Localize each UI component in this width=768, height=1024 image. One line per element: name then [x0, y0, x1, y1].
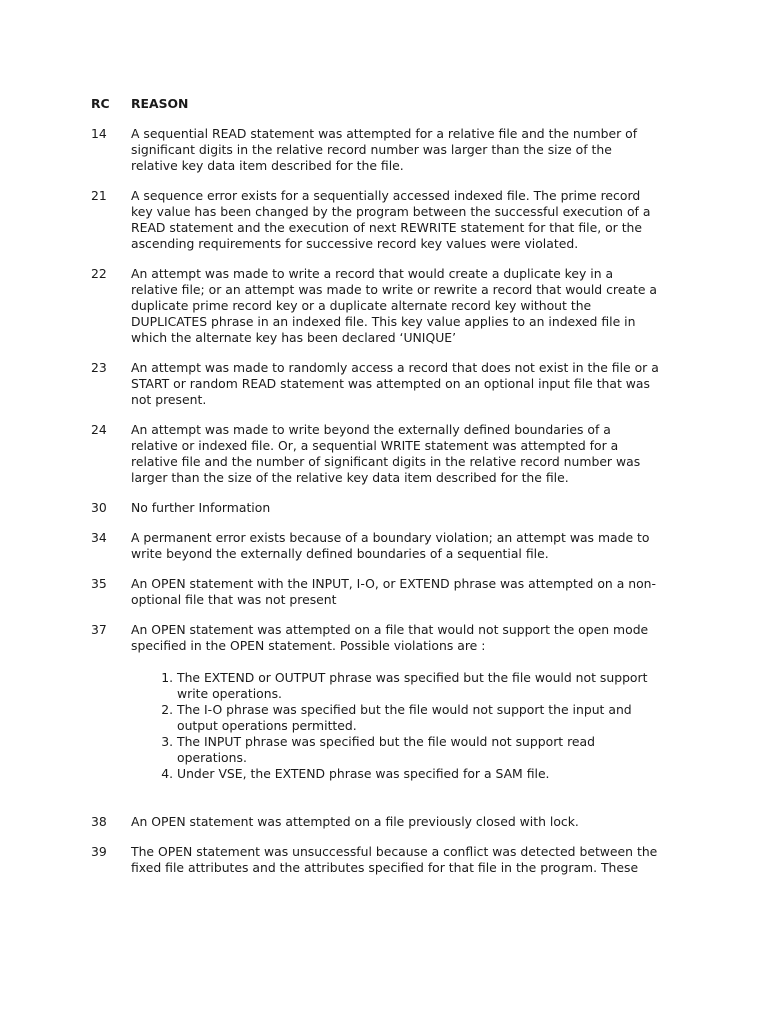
table-header — [91, 96, 661, 112]
return-code: 23 — [91, 360, 107, 375]
list-item — [91, 622, 661, 782]
list-item — [91, 266, 661, 346]
list-item — [91, 422, 661, 486]
violation-item: 1. The EXTEND or OUTPUT phrase was specified but the file would not support write operations. — [177, 670, 661, 702]
list-item — [91, 360, 661, 408]
violation-item: 4. Under VSE, the EXTEND phrase was specified for a SAM file. — [177, 766, 661, 782]
reason-text: A permanent error exists because of a boundary violation; an attempt was made to write beyond the externally defined boundaries of a sequential file. — [131, 530, 650, 561]
reason-text: An OPEN statement was attempted on a file that would not support the open mode specified in the OPEN statement. Possible violations are : — [131, 622, 649, 653]
return-code: 37 — [91, 622, 107, 637]
list-item — [91, 500, 661, 516]
reason-text: An attempt was made to write a record that would create a duplicate key in a relative file; or an attempt was made to write or rewrite a record that would create a duplicate prime record key or a duplicate alternate record key without the DUPLICATES phrase in an indexed file. This key value applies to an indexed file in which the alternate key has been declared ‘UNIQUE’ — [131, 266, 657, 345]
return-code: 38 — [91, 814, 107, 829]
reason-column-header: REASON — [131, 96, 189, 111]
rc-column-header: RC — [91, 96, 110, 111]
reason-text: An attempt was made to randomly access a record that does not exist in the file or a START or random READ statement was attempted on an optional input file that was not present. — [131, 360, 659, 407]
list-item — [91, 530, 661, 562]
return-code: 14 — [91, 126, 107, 141]
reason-text: An OPEN statement with the INPUT, I-O, or EXTEND phrase was attempted on a non-optional file that was not present — [131, 576, 656, 607]
return-code: 21 — [91, 188, 107, 203]
reason-text: An attempt was made to write beyond the externally defined boundaries of a relative or indexed file. Or, a sequential WRITE statement was attempted for a relative file and the number of significant digits in the relative record number was larger than the size of the relative key data item described for the file. — [131, 422, 641, 485]
return-code: 34 — [91, 530, 107, 545]
list-item — [91, 844, 661, 876]
return-code: 30 — [91, 500, 107, 515]
violation-item: 2. The I-O phrase was specified but the file would not support the input and output operations permitted. — [177, 702, 661, 734]
reason-text: A sequence error exists for a sequentially accessed indexed file. The prime record key value has been changed by the program between the successful execution of a READ statement and the execution of next REWRITE statement for that file, or the ascending requirements for successive record key values were violated. — [131, 188, 651, 251]
return-code: 39 — [91, 844, 107, 859]
reason-text: A sequential READ statement was attempted for a relative file and the number of significant digits in the relative record number was larger than the size of the relative key data item described for the file. — [131, 126, 638, 173]
list-item — [91, 126, 661, 174]
document-body — [91, 96, 661, 890]
list-item — [91, 188, 661, 252]
violations-list — [131, 670, 661, 782]
violation-item: 3. The INPUT phrase was specified but the file would not support read operations. — [177, 734, 661, 766]
return-code: 22 — [91, 266, 107, 281]
list-item — [91, 814, 661, 830]
reason-text: An OPEN statement was attempted on a file previously closed with lock. — [131, 814, 579, 829]
reason-text: The OPEN statement was unsuccessful because a conflict was detected between the fixed file attributes and the attributes specified for that file in the program. These — [131, 844, 658, 875]
reason-text: No further Information — [131, 500, 271, 515]
list-item — [91, 576, 661, 608]
return-code: 24 — [91, 422, 107, 437]
return-code: 35 — [91, 576, 107, 591]
reason-block — [131, 622, 661, 782]
